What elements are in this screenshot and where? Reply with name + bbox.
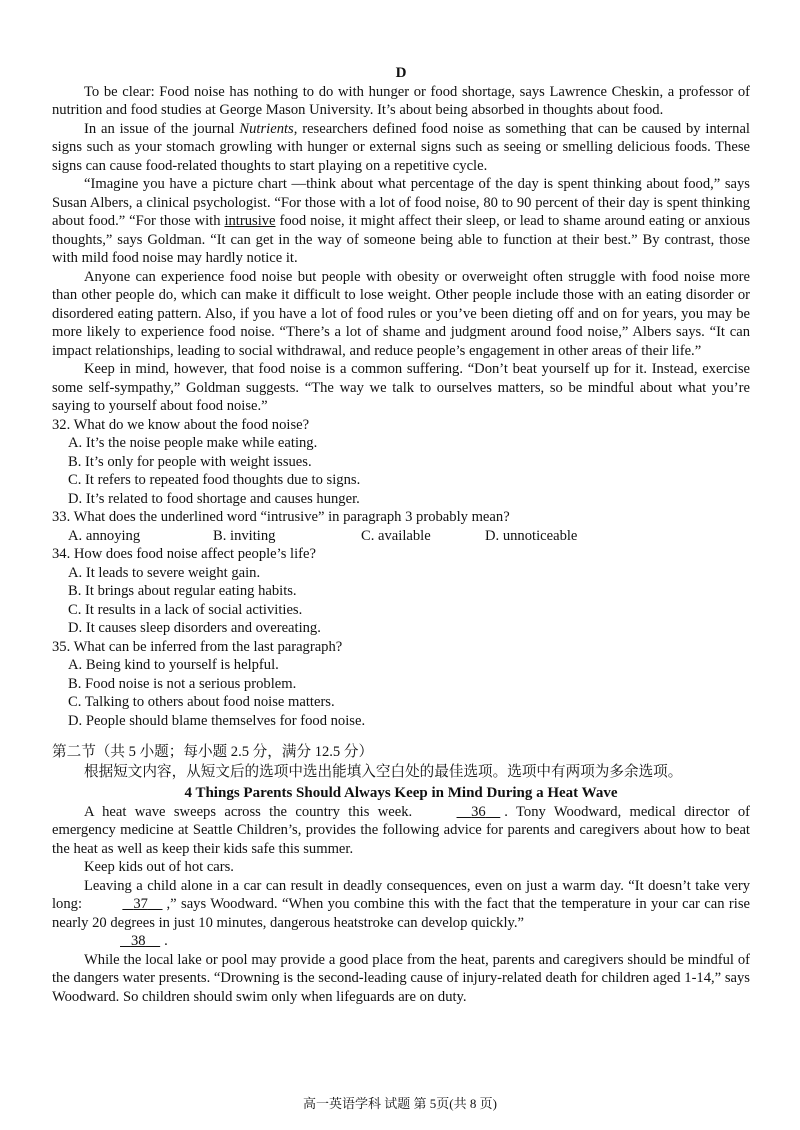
question-32: 32. What do we know about the food noise? <box>52 416 310 433</box>
option[interactable]: D. It causes sleep disorders and overeating. <box>68 620 321 636</box>
journal-name: Nutrients <box>239 120 294 137</box>
passage-paragraph-2: In an issue of the journal Nutrients, researchers defined food noise as something that can be caused by internal signs such as your stomach growling with hunger or external signs such as seeing or smelling delicious foods. These signs can cause food-related thoughts to start playing on a repetitive cycle. <box>52 120 750 174</box>
option[interactable]: A. It’s the noise people make while eating. <box>68 435 318 451</box>
question-34: 34. How does food noise affect people’s life? <box>52 546 316 562</box>
option[interactable]: C. available <box>361 527 431 544</box>
blank-37[interactable]: 37 <box>133 896 148 912</box>
option[interactable]: D. People should blame themselves for food noise. <box>68 712 366 729</box>
passage-paragraph-5: Keep in mind, however, that food noise is a common suffering. “Don’t beat yourself up for it. Instead, exercise some self-sympathy,” Goldman suggests. “The way we talk to ourselves matters, so be mindful about what you’re saying to yourself about food noise.” <box>52 361 750 414</box>
option[interactable]: B. It brings about regular eating habits. <box>68 583 297 599</box>
option[interactable]: A. It leads to severe weight gain. <box>68 564 261 581</box>
section-heading: 第二节（共 5 小题；每小题 2.5 分，满分 12.5 分） <box>52 744 374 760</box>
passage-label: D <box>395 65 407 81</box>
cloze-paragraph-1: A heat wave sweeps across the country this week. 36 . Tony Woodward, medical director of emergency medicine at Seattle Children’s, provides the following advice for parents and caregivers about how to beat the heat as well as keep their kids safe this summer. <box>52 803 750 857</box>
option[interactable]: C. It results in a lack of social activities. <box>68 601 303 618</box>
cloze-paragraph-5: While the local lake or pool may provide a good place from the heat, parents and caregivers should be mindful of the dangers water presents. “Drowning is the second-leading cause of injury-related death for children aged 1-14,” says Woodward. So children should swim only when lifeguards are on duty. <box>52 951 750 1005</box>
section-instruction: 根据短文内容，从短文后的选项中选出能填入空白处的最佳选项。选项中有两项为多余选项。 <box>84 764 683 780</box>
option[interactable]: D. unnoticeable <box>485 527 578 544</box>
option[interactable]: A. annoying <box>68 527 141 544</box>
option[interactable]: B. inviting <box>213 527 276 544</box>
question-33: 33. What does the underlined word “intrusive” in paragraph 3 probably mean? <box>52 509 510 525</box>
option[interactable]: B. Food noise is not a serious problem. <box>68 675 297 692</box>
page-footer: 高一英语学科 试题 第 5页(共 8 页) <box>303 1096 497 1111</box>
cloze-paragraph-4: 38 . <box>52 932 750 951</box>
option[interactable]: D. It’s related to food shortage and causes hunger. <box>68 490 360 507</box>
cloze-paragraph-2: Keep kids out of hot cars. <box>84 859 234 875</box>
section-title: 4 Things Parents Should Always Keep in Mind During a Heat Wave <box>184 785 618 801</box>
option[interactable]: B. It’s only for people with weight issues. <box>68 453 312 470</box>
option[interactable]: A. Being kind to yourself is helpful. <box>68 657 279 673</box>
option-row <box>68 527 750 546</box>
underlined-word: intrusive <box>224 213 276 229</box>
blank-36[interactable]: 36 <box>471 803 486 820</box>
option[interactable]: C. Talking to others about food noise matters. <box>68 694 335 710</box>
cloze-paragraph-3: Leaving a child alone in a car can result in deadly consequences, even on just a warm day. “It doesn’t take very long: 37 ,” says Woodward. “When you combine this with the fact that the temperature in your car can rise nearly 20 degrees in just 10 minutes, dangerous heatstroke can develop quickly.” <box>52 877 750 931</box>
passage-paragraph-4: Anyone can experience food noise but people with obesity or overweight often struggle with food noise more than other people do, which can make it difficult to lose weight. Other people include those with an eating disorder or disordered eating pattern. Also, if you have a lot of food rules or you’ve been dieting off and on for years, you may be more likely to experience food noise. “There’s a lot of shame and judgment around food noise,” Albers says. “It can impact relationships, leading to social withdrawal, and reduce people’s engagement in other areas of their life.” <box>52 268 750 359</box>
document-page <box>52 64 750 1006</box>
passage-paragraph-1: To be clear: Food noise has nothing to do with hunger or food shortage, says Lawrence Cheskin, a professor of nutrition and food studies at George Mason University. It’s about being absorbed in thoughts about food. <box>52 83 750 118</box>
question-35: 35. What can be inferred from the last paragraph? <box>52 638 343 655</box>
blank-38[interactable]: 38 <box>130 933 146 949</box>
passage-paragraph-3: “Imagine you have a picture chart —think about what percentage of the day is spent thinking about food,” says Susan Albers, a clinical psychologist. “For those with a lot of food noise, 80 to 90 percent of their day is spent thinking about food.” “For those with intrusive food noise, it might affect their sleep, or lead to shame around eating or anxious thoughts,” says Goldman. “It can get in the way of someone being able to function at their best.” By contrast, those with mild food noise may hardly notice it. <box>52 176 750 266</box>
option[interactable]: C. It refers to repeated food thoughts due to signs. <box>68 472 361 488</box>
